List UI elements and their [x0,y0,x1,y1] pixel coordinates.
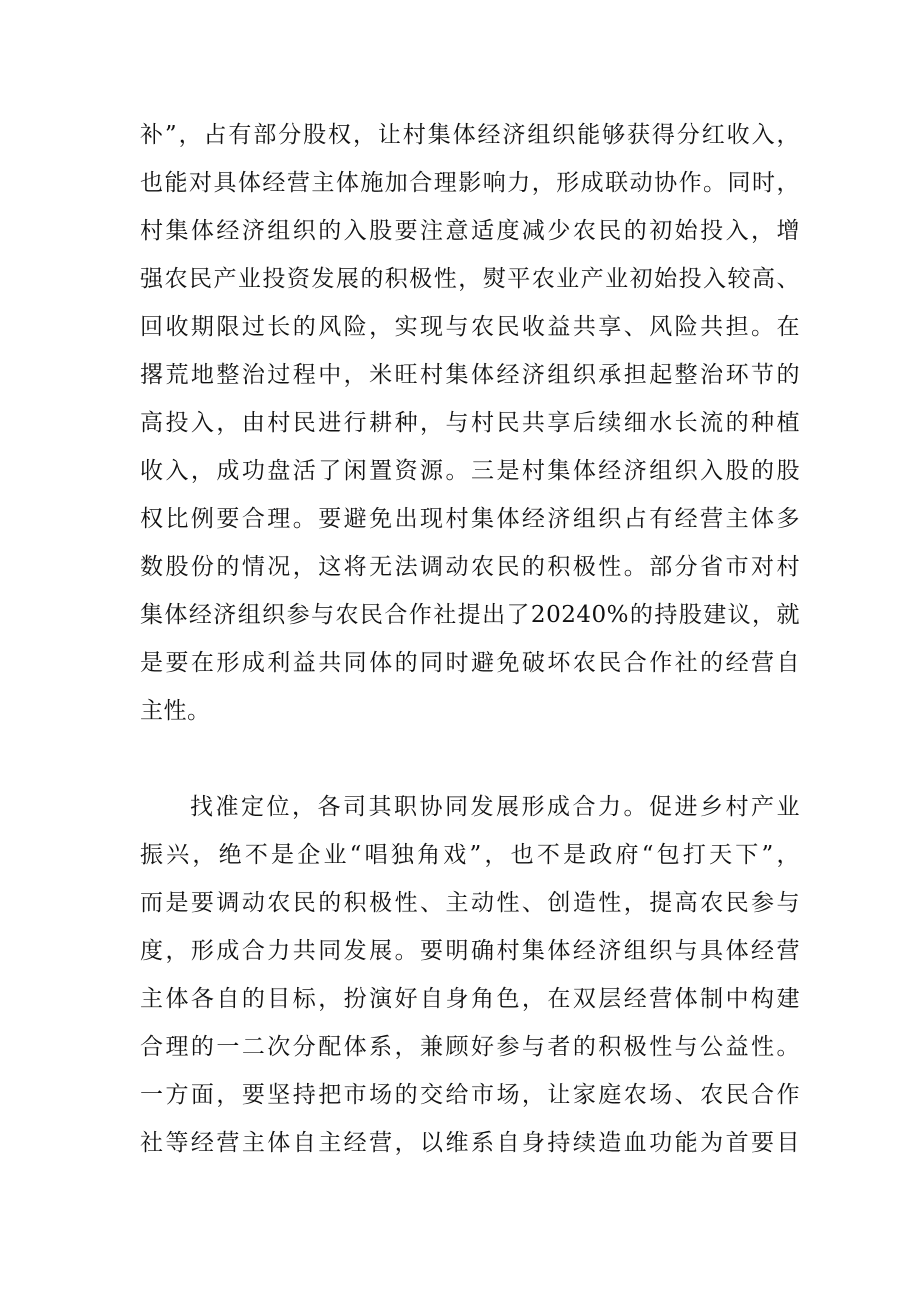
text-line: 是要在形成利益共同体的同时避免破坏农民合作社的经营自 [140,650,800,676]
text-line: 集体经济组织参与农民合作社提出了20240%的持股建议，就 [140,602,800,628]
text-line: 一方面，要坚持把市场的交给市场，让家庭农场、农民合作 [140,1082,800,1108]
text-line: 主性。 [140,698,211,724]
text-line: 找准定位，各司其职协同发展形成合力。促进乡村产业 [190,794,800,820]
text-line: 社等经营主体自主经营，以维系自身持续造血功能为首要目 [140,1130,800,1156]
text-line: 数股份的情况，这将无法调动农民的积极性。部分省市对村 [140,554,800,580]
text-line: 收入，成功盘活了闲置资源。三是村集体经济组织入股的股 [140,458,800,484]
text-line: 强农民产业投资发展的积极性，熨平农业产业初始投入较高、 [140,266,800,292]
text-line: 回收期限过长的风险，实现与农民收益共享、风险共担。在 [140,314,800,340]
text-line: 度，形成合力共同发展。要明确村集体经济组织与具体经营 [140,938,800,964]
text-line: 撂荒地整治过程中，米旺村集体经济组织承担起整治环节的 [140,362,800,388]
text-line: 也能对具体经营主体施加合理影响力，形成联动协作。同时， [140,170,800,196]
text-line: 主体各自的目标，扮演好自身角色，在双层经营体制中构建 [140,986,800,1012]
text-line: 村集体经济组织的入股要注意适度减少农民的初始投入，增 [140,218,800,244]
text-line: 振兴，绝不是企业“唱独角戏”，也不是政府“包打天下”， [140,842,800,868]
text-line: 补”，占有部分股权，让村集体经济组织能够获得分红收入， [140,122,800,148]
text-line: 合理的一二次分配体系，兼顾好参与者的积极性与公益性。 [140,1034,800,1060]
text-line: 高投入，由村民进行耕种，与村民共享后续细水长流的种植 [140,410,800,436]
text-line: 权比例要合理。要避免出现村集体经济组织占有经营主体多 [140,506,800,532]
text-line: 而是要调动农民的积极性、主动性、创造性，提高农民参与 [140,890,800,916]
